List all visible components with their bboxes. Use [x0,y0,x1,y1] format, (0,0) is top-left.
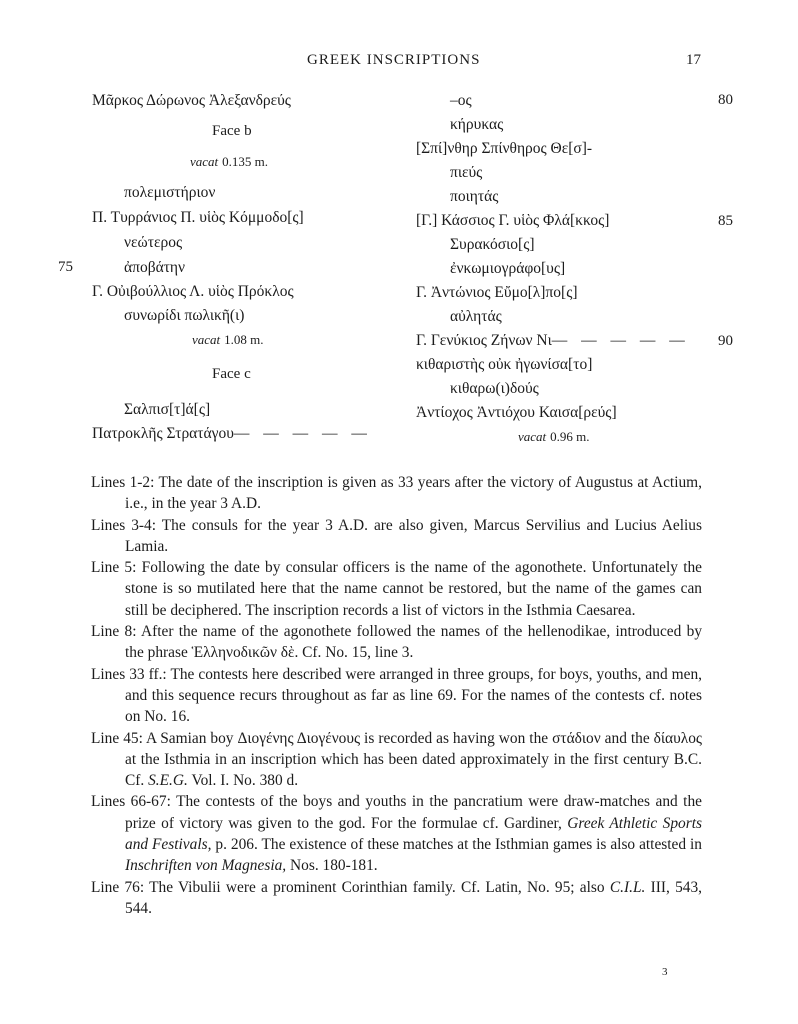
left-line-3: Π. Τυρράνιος Π. υἱὸς Κόμμοδο[ς] [92,209,304,226]
right-line-1: –ος [450,92,472,109]
line-number-75: 75 [58,259,73,275]
note-line-8: Line 8: After the name of the agonothete followed the names of the hellenodikae, introduced by the phrase Ἑλληνοδικῶν δὲ. Cf. No. 15, line 3. [91,623,703,662]
note-lines-66-67: Lines 66-67: The contests of the boys and youths in the pancratium were draw-matches and the prize of victory was given to the god. For the formulae cf. Gardiner, Greek Athletic Sports and Festivals, p. 206. The existence of these matches at the Isthmian games is also attested in Inschriften von Magnesia, Nos. 180-181. [91,793,702,875]
right-line-3: [Σπί]νθηρ Σπίνθηρος Θε[σ]- [416,140,593,157]
right-line-4: πιεύς [450,164,483,181]
vacat-mid: vacat 1.08 m. [192,332,264,347]
left-line-6: Γ. Οὐιβούλλιος Λ. υἱὸς Πρόκλος [92,283,294,300]
note-line-45: Line 45: A Samian boy Διογένης Διογένους is recorded as having won the στάδιον and the δίαυλος at the Isthmia in an inscription which has been dated approximately in the first century B.C. Cf. S.E.G. Vol. I. No. 380 d. [91,729,702,790]
right-line-10: αὐλητάς [450,308,502,325]
left-line-2: πολεμιστήριον [124,184,216,201]
right-line-5: ποιητάς [450,188,499,205]
left-line-8: Σαλπισ[τ]ά[ς] [124,401,211,418]
note-line-5: Line 5: Following the date by consular officers is the name of the agonothete. Unfortunately the stone is so mutilated here that the name cannot be restored, but the name of the games can still be deciphered. The inscription records a list of victors in the Isthmia Caesarea. [91,559,703,619]
right-line-13: κιθαρω(ι)δούς [450,380,539,397]
left-line-4: νεώτερος [124,234,183,251]
left-line-7: συνωρίδι πωλικῆ(ι) [124,307,245,324]
page-number: 17 [686,52,701,68]
signature-mark: 3 [662,966,668,978]
right-line-2: κήρυκας [450,116,504,133]
face-b-heading: Face b [212,123,252,139]
right-line-12: κιθαριστὴς οὐκ ἠγωνίσα[το] [416,356,593,373]
right-line-9: Γ. Ἀντώνιος Εὔμο[λ]πο[ς] [416,284,578,301]
line-number-90: 90 [718,333,733,349]
vacat-right: vacat 0.96 m. [518,429,590,444]
right-line-7: Συρακόσιο[ς] [450,236,535,253]
left-line-1: Μᾶρκος Δώρωνος Ἀλεξανδρεύς [92,92,291,109]
left-line-9: Πατροκλῆς Στρατάγου— — — — — [92,425,372,442]
running-title: GREEK INSCRIPTIONS [307,52,481,68]
line-number-85: 85 [718,213,733,229]
commentary-notes [91,472,702,919]
note-line-76: Line 76: The Vibulii were a prominent Corinthian family. Cf. Latin, No. 95; also C.I.L. III, 543, 544. [91,878,703,917]
right-line-6: [Γ.] Κάσσιος Γ. υἱὸς Φλά[κκος] [416,212,610,229]
note-lines-33: Lines 33 ff.: The contests here described were arranged in three groups, for boys, youths, and men, and this sequence recurs throughout as far as line 69. For the names of the contests cf. notes on No. 16. [91,665,703,726]
left-line-5: ἀποβάτην [124,259,186,276]
note-lines-3-4: Lines 3-4: The consuls for the year 3 A.D. are also given, Marcus Servilius and Lucius Aelius Lamia. [91,516,702,555]
right-line-14: Ἀντίοχος Ἀντιόχου Καισα[ρεύς] [416,404,617,421]
note-lines-1-2: Lines 1-2: The date of the inscription is given as 33 years after the victory of Augustus at Actium, i.e., in the year 3 A.D. [91,474,702,513]
right-line-11: Γ. Γενύκιος Ζήνων Νι— — — — — [416,332,690,349]
line-number-80: 80 [718,92,733,108]
right-line-8: ἐνκωμιογράφο[υς] [450,260,566,277]
face-c-heading: Face c [212,366,251,382]
vacat-b: vacat 0.135 m. [190,154,269,169]
